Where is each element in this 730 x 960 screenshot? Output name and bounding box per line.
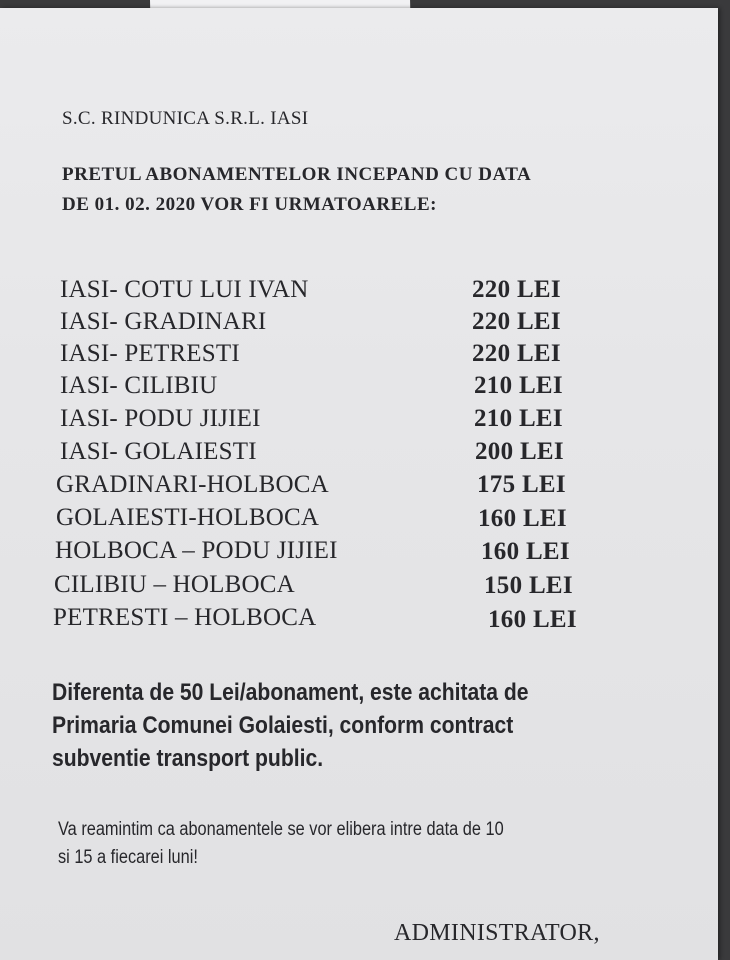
- route-name: IASI- PETRESTI: [60, 340, 240, 367]
- route-name: GRADINARI-HOLBOCA: [56, 471, 329, 498]
- route-price: 220 LEI: [472, 340, 561, 367]
- route-price: 160 LEI: [481, 538, 570, 565]
- heading-line-1: PRETUL ABONAMENTELOR INCEPAND CU DATA: [62, 164, 532, 185]
- route-name: PETRESTI – HOLBOCA: [53, 604, 317, 631]
- route-name: GOLAIESTI-HOLBOCA: [56, 504, 320, 531]
- route-price: 220 LEI: [472, 276, 561, 303]
- note-line-3: subventie transport public.: [52, 745, 324, 772]
- note-line-2: Primaria Comunei Golaiesti, conform contract: [52, 712, 514, 739]
- note-line-1: Diferenta de 50 Lei/abonament, este achitata de: [52, 679, 529, 706]
- route-price: 210 LEI: [474, 372, 563, 399]
- route-price: 220 LEI: [472, 308, 561, 335]
- route-price: 160 LEI: [488, 606, 577, 633]
- route-name: IASI- COTU LUI IVAN: [60, 276, 309, 303]
- notice-heading: [62, 160, 531, 220]
- route-name: IASI- CILIBIU: [60, 372, 218, 399]
- route-price: 200 LEI: [475, 438, 564, 465]
- route-price: 210 LEI: [474, 405, 563, 432]
- route-price: 160 LEI: [478, 505, 567, 532]
- route-name: CILIBIU – HOLBOCA: [54, 571, 295, 598]
- route-name: HOLBOCA – PODU JIJIEI: [55, 537, 338, 564]
- subsidy-note: [52, 676, 529, 775]
- route-name: IASI- GRADINARI: [60, 308, 267, 335]
- company-name: S.C. RINDUNICA S.R.L. IASI: [62, 108, 309, 129]
- reminder-line-1: Va reamintim ca abonamentele se vor elibera intre data de 10: [58, 819, 504, 840]
- route-name: IASI- GOLAIESTI: [60, 438, 257, 465]
- route-price: 175 LEI: [477, 471, 566, 498]
- route-price: 150 LEI: [484, 572, 573, 599]
- heading-line-2: DE 01. 02. 2020 VOR FI URMATOARELE:: [62, 194, 437, 215]
- administrator-signature: ADMINISTRATOR,: [394, 920, 600, 946]
- issue-reminder: [58, 816, 504, 872]
- route-name: IASI- PODU JIJIEI: [60, 405, 261, 432]
- reminder-line-2: si 15 a fiecarei luni!: [58, 847, 198, 868]
